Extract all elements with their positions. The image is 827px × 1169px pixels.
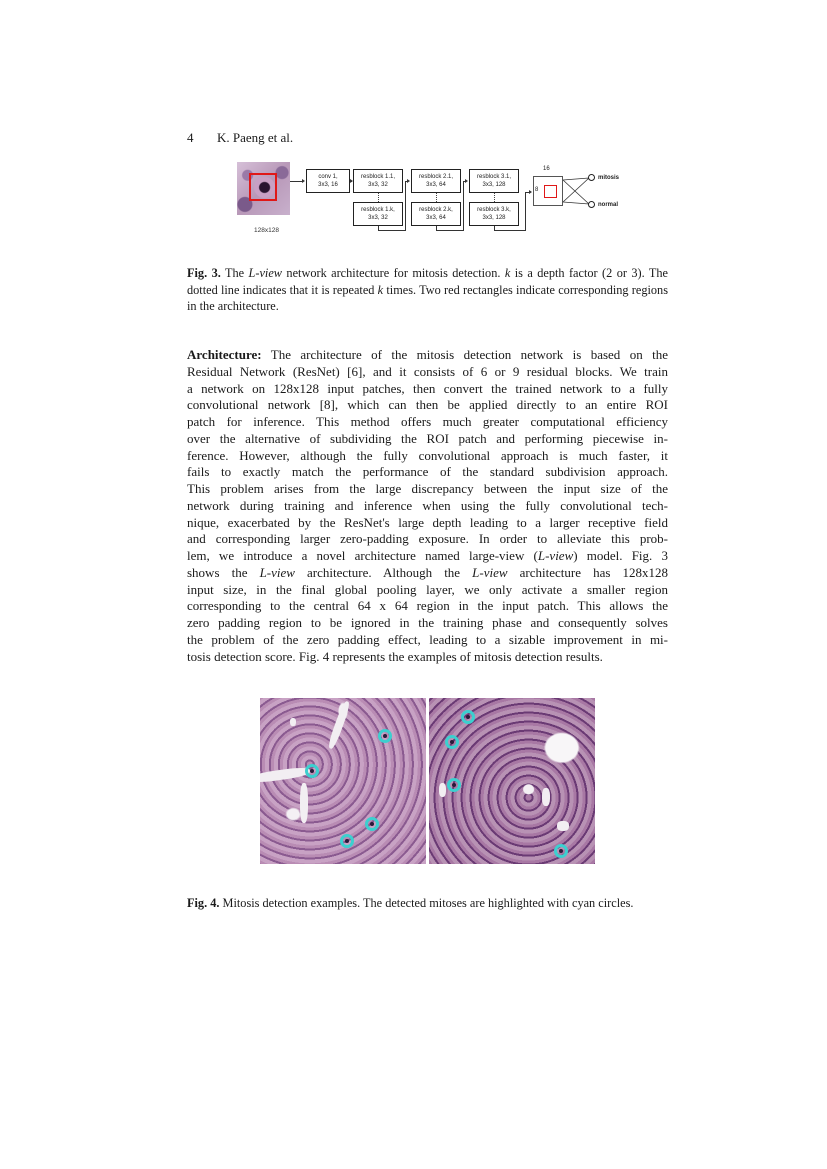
block-label: resblock 1.k,	[361, 207, 395, 213]
repeat-dotted-line	[378, 193, 379, 202]
arrow-icon	[407, 179, 410, 183]
paragraph-heading: Architecture:	[187, 347, 262, 362]
text-line: Residual Network (ResNet) [6], and it consists of 6 or 9 residual blocks. We train	[187, 363, 668, 379]
figure-4-caption	[187, 895, 668, 912]
histology-panel-right	[429, 698, 595, 864]
input-roi-rectangle	[249, 173, 277, 201]
block-label: 3x3, 64	[426, 215, 446, 221]
text-span: architecture. Although the	[294, 564, 473, 580]
caption-text: The	[220, 266, 249, 280]
text-line: convolutional network [8], which can then be applied directly to an entire ROI	[187, 397, 668, 413]
mitosis-detection-circle	[447, 778, 461, 792]
block-resblock-3-k	[469, 202, 519, 226]
caption-text: is a depth factor (2 or 3). The dotted line indicates that it is repeated	[187, 266, 668, 297]
text-span: The architecture of the mitosis detection network is based on the	[261, 347, 668, 362]
text-line: over the alternative of subdividing the ROI patch and performing piecewise in-	[187, 430, 668, 446]
text-line: network during training and inference when using the fully convolutional tech-	[187, 497, 668, 513]
block-label: resblock 3.1,	[476, 174, 512, 180]
block-resblock-1-1	[353, 169, 403, 193]
text-line: the problem of the zero padding effect, leading to a sizable improvement in mi-	[187, 631, 668, 647]
block-resblock-2-1	[411, 169, 461, 193]
text-span: ) model. Fig. 3	[573, 548, 668, 563]
connector	[405, 181, 406, 231]
block-label: conv 1,	[318, 174, 338, 180]
text-line: a network on 128x128 input patches, then convert the trained network to a fully	[187, 380, 668, 396]
caption-label: Fig. 3.	[187, 266, 221, 280]
mitosis-detection-circle	[461, 710, 475, 724]
page-number: 4	[187, 130, 194, 145]
connector	[463, 181, 464, 231]
caption-text: k	[377, 282, 384, 297]
block-resblock-1-k	[353, 202, 403, 226]
text-span: shows the	[187, 564, 260, 580]
running-head-authors: K. Paeng et al.	[217, 130, 294, 145]
caption-text: L-view	[248, 266, 282, 280]
pooling-roi-rectangle	[544, 185, 557, 198]
repeat-dotted-line	[494, 193, 495, 202]
output-node-normal	[588, 201, 595, 208]
text-line: and corresponding larger zero-padding exposure. In order to alleviate this prob-	[187, 531, 668, 547]
block-label: resblock 1.1,	[360, 174, 396, 180]
figure-3-diagram	[230, 160, 680, 250]
pool-height-label: 8	[535, 187, 539, 193]
text-span: architecture has 128x128	[507, 564, 668, 580]
text-span: L-view	[537, 548, 574, 563]
tissue-gap	[300, 783, 308, 823]
text-line: tosis detection score. Fig. 4 represents the examples of mitosis detection results.	[187, 648, 603, 664]
text-line: This problem arises from the large discrepancy between the input size of the	[187, 481, 668, 496]
text-span: L-view	[259, 564, 295, 580]
tissue-gap	[290, 718, 296, 726]
arrow-icon	[465, 179, 468, 183]
connector	[525, 192, 526, 231]
mitosis-detection-circle	[378, 729, 392, 743]
block-resblock-3-1	[469, 169, 519, 193]
pool-width-label: 16	[543, 166, 550, 172]
block-label: 3x3, 32	[368, 182, 388, 188]
block-label: resblock 2.k,	[419, 207, 453, 213]
text-line: fails to exactly match the performance of the standard subdivision approach.	[187, 464, 668, 480]
histology-panel-left	[260, 698, 426, 864]
caption-text: times. Two red rectangles indicate corresponding regions in the architecture.	[187, 282, 668, 313]
block-conv1	[306, 169, 350, 193]
output-node-mitosis	[588, 174, 595, 181]
caption-text: network architecture for mitosis detection.	[282, 266, 505, 280]
text-line	[187, 548, 668, 565]
arrow-icon	[302, 179, 305, 183]
text-line: patch for inference. This method offers much greater computational efficiency	[187, 414, 668, 429]
text-line: input size, in the final global pooling layer, we only activate a smaller region	[187, 581, 668, 597]
connector	[494, 230, 525, 231]
mitosis-detection-circle	[554, 844, 568, 858]
input-patch-image	[237, 162, 290, 215]
text-line	[187, 565, 668, 582]
connector	[436, 230, 463, 231]
tissue-gap	[260, 766, 310, 784]
output-label-mitosis: mitosis	[598, 175, 620, 181]
text-line: ference. However, although the fully convolutional approach is much faster, it	[187, 447, 668, 463]
mitosis-detection-circle	[445, 735, 459, 749]
architecture-paragraph	[187, 347, 668, 665]
caption-text: Mitosis detection examples. The detected mitoses are highlighted with cyan circles.	[219, 896, 634, 910]
mitosis-detection-circle	[365, 817, 379, 831]
text-span: L-view	[472, 564, 508, 580]
figure-3-caption	[187, 265, 668, 315]
tissue-gap	[439, 783, 446, 797]
arrow-icon	[529, 190, 532, 194]
connector	[378, 230, 405, 231]
caption-text: k	[504, 266, 511, 280]
block-label: resblock 2.1,	[418, 174, 454, 180]
running-header	[187, 130, 293, 146]
repeat-dotted-line	[436, 193, 437, 202]
text-line	[187, 347, 668, 364]
tissue-gap	[542, 788, 550, 806]
mitosis-detection-circle	[340, 834, 354, 848]
tissue-gap	[557, 821, 569, 831]
block-label: 3x3, 128	[482, 182, 506, 188]
input-size-label: 128x128	[254, 227, 279, 234]
caption-label: Fig. 4.	[187, 896, 220, 910]
text-span: lem, we introduce a novel architecture named large-view (	[187, 548, 538, 563]
block-resblock-2-k	[411, 202, 461, 226]
text-line: corresponding to the central 64 x 64 region in the input patch. This allows the	[187, 598, 668, 614]
output-label-normal: normal	[598, 202, 619, 208]
tissue-gap	[327, 700, 352, 750]
text-line: nique, exacerbated by the ResNet's large depth leading to a larger receptive field	[187, 514, 668, 530]
block-label: resblock 3.k,	[477, 207, 511, 213]
block-label: 3x3, 16	[318, 182, 338, 188]
text-line: zero padding region to be ignored in the training phase and consequently solves	[187, 615, 668, 630]
block-label: 3x3, 32	[368, 215, 388, 221]
block-label: 3x3, 64	[426, 182, 446, 188]
block-label: 3x3, 128	[482, 215, 506, 221]
mitosis-detection-circle	[305, 764, 319, 778]
